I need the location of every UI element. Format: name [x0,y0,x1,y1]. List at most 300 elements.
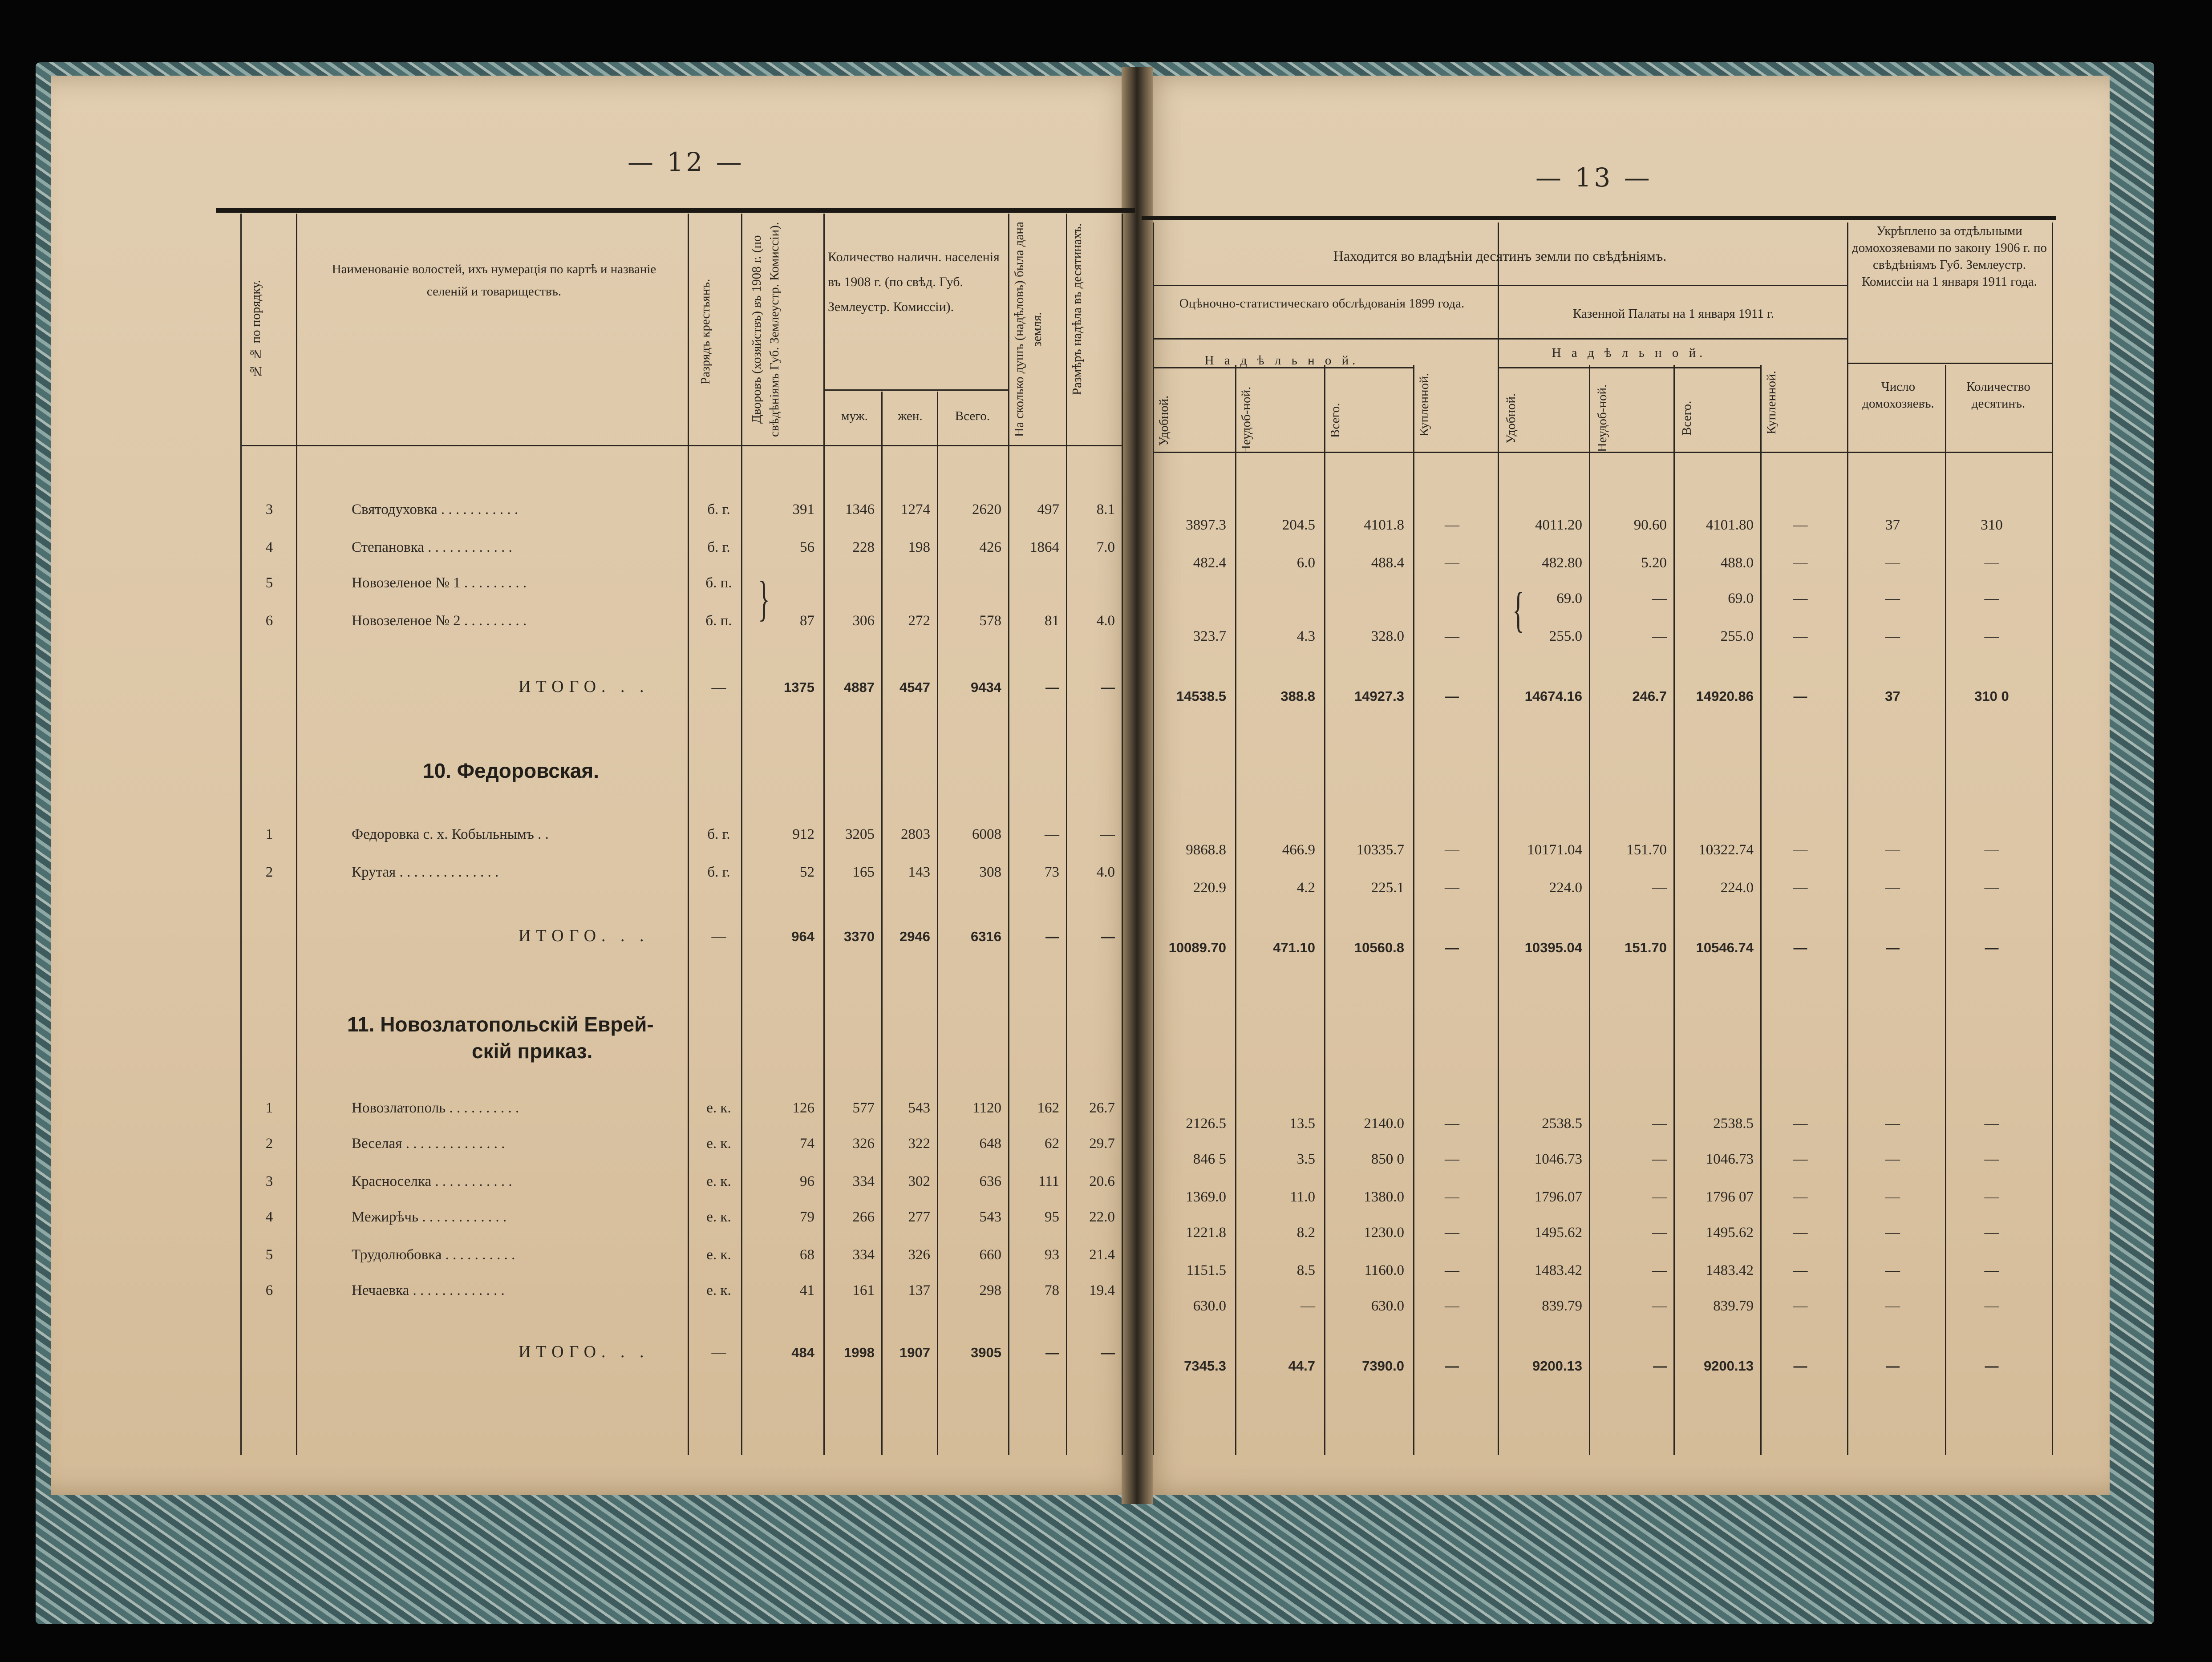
cell-ch: — [1885,842,1900,858]
cell-f: 302 [908,1173,930,1189]
left-column-rule [1122,214,1123,1455]
cell-m: 3370 [844,929,875,944]
cell-ud: 323.7 [1193,628,1226,644]
cell-hh: 391 [792,501,814,518]
right-header-rule [1498,367,1760,368]
cell-ku2: — [1793,940,1807,955]
cell-ud: 7345.3 [1184,1358,1226,1374]
left-header-bottom-rule [240,445,1122,446]
cell-ku2: — [1793,1225,1808,1241]
cell-vs: 1230.0 [1364,1225,1404,1241]
cell-ne2: 246.7 [1632,688,1667,704]
cell-ud2: 839.79 [1542,1298,1582,1314]
cell-t: 660 [979,1247,1001,1263]
cell-t: 2620 [972,501,1001,518]
cell-ne: 4.2 [1296,880,1315,896]
settlement-name: Новозеленое № 1 . . . . . . . . . [352,575,527,591]
cell-ne2: — [1652,1116,1667,1132]
header-pop-male: муж. [841,409,868,423]
right-column-rule [1498,222,1499,1455]
header-class: Разрядъ крестьянъ. [698,279,713,384]
cell-ch: — [1885,1116,1900,1132]
cell-ku2: — [1793,555,1808,571]
header-population: Количество наличн. населенія въ 1908 г. (по свѣд. Губ. Землеустр. Комиссіи). [828,250,1000,314]
cell-f: 198 [908,539,930,555]
cell-ku2: — [1793,1151,1808,1167]
cell-kol: — [1984,1225,1999,1241]
cell-m: 4887 [844,679,875,695]
header-nadel-2: Н а д ѣ л ь н о й. [1552,346,1706,360]
cell-ku2: — [1793,1298,1808,1314]
cell-vs: 14927.3 [1354,688,1404,704]
right-column-rule [1760,365,1762,1455]
left-column-rule [240,214,242,1455]
cell-ne: — [1300,1298,1315,1314]
cell-ch: — [1885,628,1900,644]
cell-ud2: 14674.16 [1524,688,1582,704]
cell-vs: 850 0 [1371,1151,1404,1167]
cell-t: 308 [979,864,1001,880]
settlement-name: Межирѣчь . . . . . . . . . . . . [352,1209,507,1225]
cell-ku2: — [1793,1262,1808,1278]
settlement-name: Федоровка с. х. Кобыльнымъ . . [352,826,549,842]
page-number-left: — 12 — [628,147,745,177]
cell-allot: 22.0 [1089,1209,1115,1225]
peasant-class: б. г. [707,539,730,555]
cell-t: 6008 [972,826,1001,842]
cell-ch: — [1885,1151,1900,1167]
cell-ud: 1151.5 [1186,1262,1226,1278]
peasant-class: е. к. [706,1282,731,1298]
cell-vs2: 488.0 [1720,555,1754,571]
cell-hh: 484 [791,1345,814,1360]
total-label: ИТОГО. . . [519,1343,649,1361]
cell-souls: 162 [1037,1100,1059,1116]
cell-kol: — [1985,940,1999,955]
cell-ud2: 1796.07 [1534,1189,1582,1205]
cell-souls: 497 [1037,501,1059,518]
cell-vs2: 9200.13 [1703,1358,1754,1374]
right-column-rule [1847,222,1848,1455]
header-number: № № по порядку. [249,280,263,379]
right-column-rule [1235,365,1236,1455]
header-udobnoy-1: Удобной. [1157,395,1171,446]
cell-ch: — [1885,1189,1900,1205]
cell-allot: — [1101,929,1115,944]
cell-souls: — [1045,929,1059,944]
cell-vs2: 1796 07 [1706,1189,1754,1205]
row-number: 3 [265,501,273,518]
cell-ud2: 4011.20 [1535,517,1582,533]
cell-vs: 488.4 [1371,555,1404,571]
cell-allot: 21.4 [1089,1247,1115,1263]
cell-ch: — [1885,1298,1900,1314]
cell-vs2: 224.0 [1720,880,1754,896]
cell-ch: 37 [1885,688,1900,704]
cell-souls: 73 [1045,864,1059,880]
cell-hh: 126 [792,1100,814,1116]
cell-ne2: — [1652,1189,1667,1205]
peasant-class: б. п. [705,613,732,629]
right-header-rule [1847,363,2052,364]
header-vsego-2: Всего. [1680,400,1694,436]
cell-allot: — [1101,1345,1115,1360]
settlement-name: Святодуховка . . . . . . . . . . . [352,501,519,518]
cell-ku: — [1445,842,1459,858]
cell-kol: — [1984,1298,1999,1314]
cell-f: 543 [908,1100,930,1116]
cell-ku2: — [1793,880,1808,896]
cell-ne2: — [1652,628,1667,644]
cell-vs2: 10322.74 [1698,842,1754,858]
cell-ud: 846 5 [1193,1151,1226,1167]
header-neudobnoy-1: Неудоб-ной. [1239,386,1253,455]
cell-souls: 93 [1045,1247,1059,1263]
cell-vs2: 1046.73 [1706,1151,1754,1167]
cell-m: 161 [852,1282,875,1298]
cell-kol: — [1984,1189,1999,1205]
settlement-name: Крутая . . . . . . . . . . . . . . [352,864,499,880]
cell-m: 334 [852,1247,875,1263]
cell-m: 334 [852,1173,875,1189]
cell-f: 2946 [899,929,930,944]
header-vsego-1: Всего. [1328,403,1342,438]
cell-vs: 630.0 [1371,1298,1404,1314]
cell-ch: 37 [1885,517,1900,533]
cell-ud: 10089.70 [1168,940,1226,955]
cell-ku2: — [1793,688,1807,704]
cell-ku2: — [1793,1189,1808,1205]
section-title-novozlatopol-1: 11. Новозлатопольскій Еврей- [347,1013,654,1036]
cell-hh: 41 [800,1282,814,1298]
cell-f: 1907 [899,1345,930,1360]
left-column-rule [688,214,689,1455]
cell-ud2: 1046.73 [1534,1151,1582,1167]
cell-ud2: 482.80 [1542,555,1582,571]
peasant-class: — [711,1345,726,1361]
cell-ku2: — [1793,517,1808,533]
row-number: 3 [265,1173,273,1189]
settlement-name: Нечаевка . . . . . . . . . . . . . [352,1282,505,1298]
cell-ne: 471.10 [1273,940,1315,955]
cell-vs2: 69.0 [1728,590,1754,607]
settlement-name: Красноселка . . . . . . . . . . . [352,1173,512,1189]
cell-ne2: 151.70 [1626,842,1667,858]
cell-ku2: — [1793,1358,1807,1374]
row-number: 4 [265,1209,273,1225]
cell-hh: 74 [800,1136,814,1152]
cell-ch: — [1885,880,1900,896]
cell-ud: 630.0 [1193,1298,1226,1314]
cell-ne2: — [1652,1225,1667,1241]
peasant-class: б. г. [707,864,730,880]
cell-vs: 328.0 [1371,628,1404,644]
header-chislo: Число домохозяевъ. [1862,380,1934,411]
header-pop-total: Всего. [955,409,990,423]
cell-ku2: — [1793,590,1808,607]
cell-m: 1998 [844,1345,875,1360]
cell-vs: 225.1 [1371,880,1404,896]
settlement-name: Новозлатополь . . . . . . . . . . [352,1100,519,1116]
settlement-name: Новозеленое № 2 . . . . . . . . . [352,613,527,629]
cell-ne: 466.9 [1282,842,1315,858]
cell-ne: 11.0 [1290,1189,1315,1205]
cell-ud2: 255.0 [1549,628,1582,644]
header-kolichestvo: Количество десятинъ. [1966,380,2030,411]
right-column-rule [1413,365,1414,1455]
cell-m: 165 [852,864,875,880]
cell-vs: 1160.0 [1364,1262,1404,1278]
cell-ku2: — [1793,842,1808,858]
cell-allot: 26.7 [1089,1100,1115,1116]
cell-ku2: — [1793,628,1808,644]
settlement-name: Веселая . . . . . . . . . . . . . . [352,1136,505,1152]
cell-ku: — [1445,1262,1459,1278]
row-number: 2 [265,864,273,880]
total-label: ИТОГО. . . [519,926,649,945]
cell-ku: — [1445,517,1459,533]
cell-vs2: 4101.80 [1706,517,1754,533]
cell-ud2: 69.0 [1556,590,1582,607]
cell-vs: 7390.0 [1362,1358,1404,1374]
cell-ku: — [1445,1189,1459,1205]
row-number: 5 [265,575,273,591]
peasant-class: е. к. [706,1136,731,1152]
cell-vs: 1380.0 [1364,1189,1404,1205]
cell-t: 6316 [971,929,1001,944]
cell-hh: 964 [791,929,814,944]
cell-hh: 79 [800,1209,814,1225]
header-nadel-1: Н а д ѣ л ь н о й. [1204,353,1359,368]
cell-ku: — [1445,940,1459,955]
row-number: 4 [265,539,273,555]
header-right-group: Находится во владѣніи десятинъ земли по свѣдѣніямъ. [1333,248,1667,264]
left-column-rule [296,214,297,1455]
cell-ne: 4.3 [1296,628,1315,644]
cell-kol: 310 0 [1974,688,2009,704]
brace-right: { [1512,582,1524,637]
cell-hh: 68 [800,1247,814,1263]
cell-kol: — [1984,842,1999,858]
cell-f: 2803 [901,826,930,842]
cell-m: 1346 [845,501,875,518]
cell-ne: 13.5 [1289,1116,1315,1132]
row-number: 6 [265,1282,273,1298]
peasant-class: б. п. [705,575,732,591]
cell-f: 272 [908,613,930,629]
page-number-right: — 13 — [1535,162,1653,193]
cell-m: 306 [852,613,875,629]
cell-ne: 204.5 [1282,517,1315,533]
settlement-name: Степановка . . . . . . . . . . . . [352,539,512,555]
right-column-rule [1945,365,1946,1455]
cell-souls: — [1045,826,1059,842]
cell-vs2: 1495.62 [1706,1225,1754,1241]
cell-ku: — [1445,1151,1459,1167]
cell-ku: — [1445,1358,1459,1374]
cell-allot: 7.0 [1096,539,1115,555]
cell-hh: 87 [800,613,814,629]
cell-ne2: — [1652,880,1667,896]
cell-souls: 111 [1038,1173,1059,1189]
header-name: Наименованіе волостей, ихъ нумерація по картѣ и названіе селеній и товариществъ. [332,262,656,299]
cell-allot: 19.4 [1089,1282,1115,1298]
settlement-name: Трудолюбовка . . . . . . . . . . [352,1247,515,1263]
cell-souls: 1864 [1030,539,1059,555]
cell-kol: — [1984,1151,1999,1167]
section-title-fedorovskaya: 10. Федоровская. [423,759,600,782]
cell-ud2: 10395.04 [1524,940,1582,955]
cell-ne2: — [1652,1298,1667,1314]
row-number: 2 [265,1136,273,1152]
left-header-rule [823,389,1008,391]
cell-m: 326 [852,1136,875,1152]
cell-vs: 10560.8 [1354,940,1404,955]
cell-allot: 4.0 [1096,864,1115,880]
cell-ne: 6.0 [1296,555,1315,571]
cell-ud: 1221.8 [1186,1225,1226,1241]
cell-ne2: — [1653,1358,1667,1374]
cell-t: 3905 [971,1345,1001,1360]
cell-t: 9434 [971,679,1001,695]
cell-vs2: 14920.86 [1696,688,1754,704]
cell-ne2: — [1652,1151,1667,1167]
cell-kol: — [1984,590,1999,607]
cell-ku: — [1445,628,1459,644]
cell-ch: — [1885,555,1900,571]
cell-hh: 96 [800,1173,814,1189]
total-label: ИТОГО. . . [519,677,649,696]
cell-ne: 3.5 [1296,1151,1315,1167]
right-header-rule [1153,338,1847,340]
cell-kol: — [1985,1358,1999,1374]
cell-ch: — [1885,1225,1900,1241]
cell-t: 1120 [972,1100,1001,1116]
right-column-rule [1673,365,1675,1455]
header-neudobnoy-2: Неудоб-ной. [1595,384,1609,453]
cell-t: 578 [979,613,1001,629]
peasant-class: е. к. [706,1247,731,1263]
cell-kol: — [1984,628,1999,644]
cell-vs: 2140.0 [1364,1116,1404,1132]
peasant-class: б. г. [707,826,730,842]
peasant-class: б. г. [707,501,730,518]
cell-t: 426 [979,539,1001,555]
header-allotment: Размѣръ надѣла въ десятинахъ. [1070,223,1084,396]
book-gutter [1122,67,1153,1504]
peasant-class: — [711,679,726,696]
cell-ch: — [1885,590,1900,607]
cell-hh: 1375 [784,679,814,695]
cell-ku: — [1445,1116,1459,1132]
cell-ud: 1369.0 [1186,1189,1226,1205]
peasant-class: — [711,929,726,945]
peasant-class: е. к. [706,1173,731,1189]
cell-t: 636 [979,1173,1001,1189]
cell-ud2: 10171.04 [1527,842,1582,858]
section-title-novozlatopol-2: скій приказ. [472,1039,593,1063]
cell-ne2: 90.60 [1633,517,1667,533]
cell-vs2: 255.0 [1720,628,1754,644]
cell-f: 277 [908,1209,930,1225]
cell-kol: 310 [1981,517,2003,533]
cell-vs2: 839.79 [1713,1298,1754,1314]
cell-vs2: 1483.42 [1706,1262,1754,1278]
cell-ch: — [1886,1358,1900,1374]
cell-m: 228 [852,539,875,555]
peasant-class: е. к. [706,1100,731,1116]
cell-ne2: — [1652,1262,1667,1278]
cell-hh: 52 [800,864,814,880]
cell-t: 543 [979,1209,1001,1225]
cell-ne2: 5.20 [1641,555,1667,571]
cell-vs2: 2538.5 [1713,1116,1754,1132]
cell-ud2: 224.0 [1549,880,1582,896]
cell-allot: 8.1 [1096,501,1115,518]
header-souls: На сколько душъ (надѣловъ) была дана земля. [1012,222,1044,437]
cell-kol: — [1984,555,1999,571]
header-households: Дворовъ (хозяйствъ) въ 1908 г. (по свѣдѣніямъ Губ. Землеустр. Комиссіи). [749,222,782,437]
cell-f: 137 [908,1282,930,1298]
cell-ne2: 151.70 [1625,940,1667,955]
cell-f: 143 [908,864,930,880]
cell-f: 326 [908,1247,930,1263]
cell-ud: 2126.5 [1186,1116,1226,1132]
cell-ku: — [1445,880,1459,896]
cell-allot: — [1100,826,1115,842]
cell-hh: 56 [800,539,814,555]
row-number: 6 [265,613,273,629]
cell-ku: — [1445,1298,1459,1314]
cell-ku: — [1445,555,1459,571]
cell-souls: 81 [1045,613,1059,629]
row-number: 1 [265,1100,273,1116]
header-treasury-1911: Казенной Палаты на 1 января 1911 г. [1572,307,1774,321]
cell-f: 1274 [901,501,930,518]
cell-souls: 62 [1045,1136,1059,1152]
cell-t: 298 [979,1282,1001,1298]
cell-t: 648 [979,1136,1001,1152]
top-rule-left [216,208,1135,213]
cell-kol: — [1984,1262,1999,1278]
header-udobnoy-2: Удобной. [1504,393,1518,444]
right-column-rule [1153,222,1154,1455]
row-number: 1 [265,826,273,842]
cell-allot: 4.0 [1096,613,1115,629]
header-survey-1899: Оцѣночно-статистическаго обслѣдованія 1899 года. [1179,296,1465,311]
cell-allot: — [1101,679,1115,695]
cell-ne: 8.5 [1296,1262,1315,1278]
cell-ud: 3897.3 [1186,517,1226,533]
cell-ud: 14538.5 [1176,688,1226,704]
cell-ud: 9868.8 [1186,842,1226,858]
cell-vs2: 10546.74 [1696,940,1754,955]
header-ukrepleno: Укрѣплено за отдѣльными домохозяевами по закону 1906 г. по свѣдѣніямъ Губ. Землеустр. Комиссіи на 1 января 1911 года. [1851,224,2047,289]
row-number: 5 [265,1247,273,1263]
cell-ud2: 1495.62 [1534,1225,1582,1241]
header-kuplennoy-1: Купленной. [1417,373,1431,437]
cell-ud: 482.4 [1193,555,1226,571]
cell-ne: 8.2 [1296,1225,1315,1241]
cell-souls: 78 [1045,1282,1059,1298]
cell-vs: 10335.7 [1356,842,1404,858]
cell-ku2: — [1793,1116,1808,1132]
right-column-rule [1589,365,1590,1455]
cell-m: 3205 [845,826,875,842]
cell-f: 4547 [899,679,930,695]
cell-souls: 95 [1045,1209,1059,1225]
cell-allot: 20.6 [1089,1173,1115,1189]
